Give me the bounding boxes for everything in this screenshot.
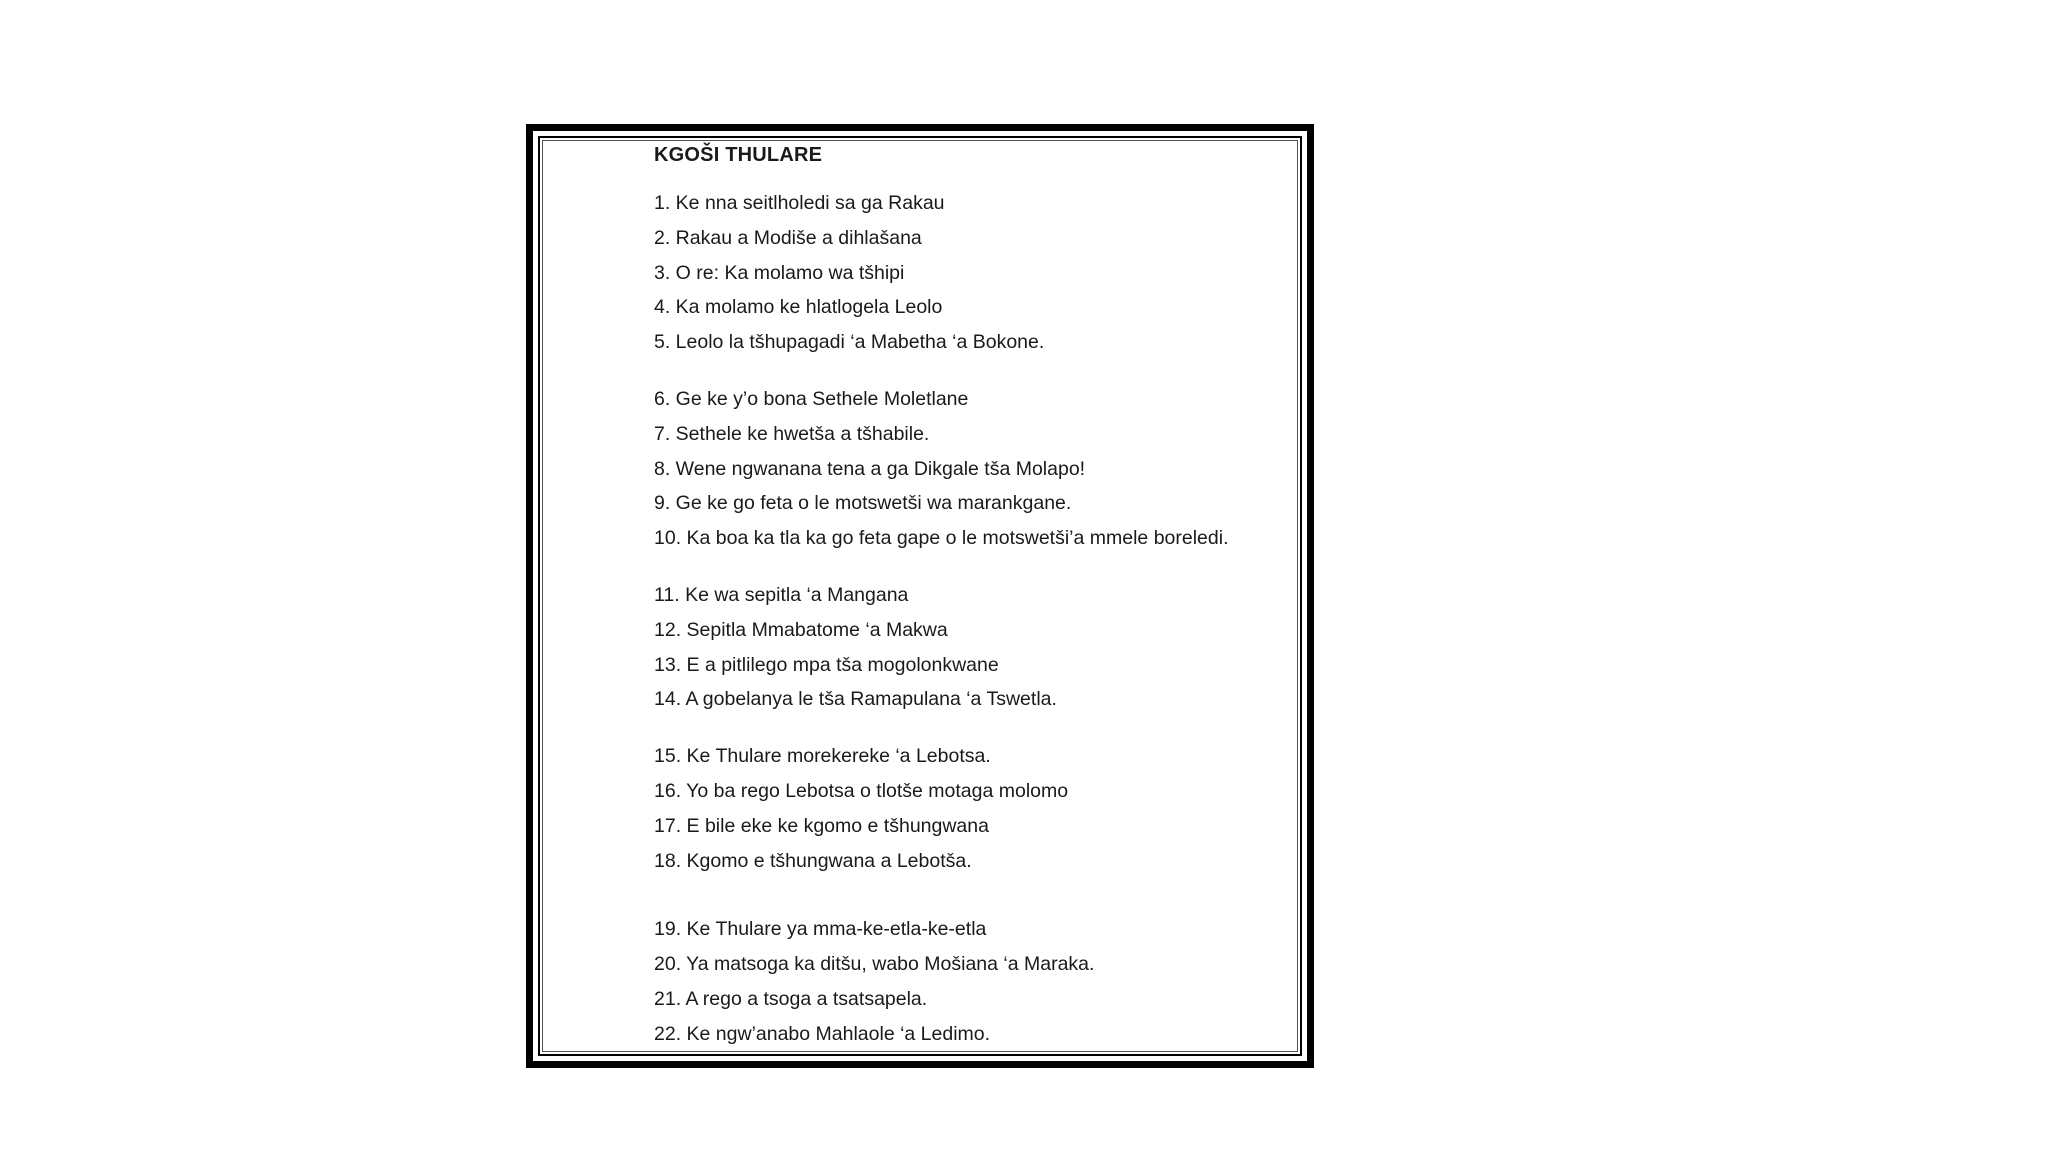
stanza-gap (654, 717, 1304, 739)
poem-line: 2. Rakau a Modiše a dihlašana (654, 226, 922, 249)
stanza-1 (654, 186, 1304, 360)
poem-title: KGOŠI THULARE (654, 144, 823, 166)
poem-line: 10. Ka boa ka tla ka go feta gape o le motswetši’a mmele boreledi. (654, 527, 1229, 550)
poem-line: 7. Sethele ke hwetša a tšhabile. (654, 422, 930, 445)
poem (654, 140, 1304, 1052)
poem-line: 14. A gobelanya le tša Ramapulana ‘a Tswetla. (654, 688, 1057, 711)
stanza-gap (654, 556, 1304, 578)
stanza-gap (654, 360, 1304, 382)
poem-line: 5. Leolo la tšhupagadi ‘a Mabetha ‘a Bokone. (654, 331, 1045, 354)
poem-line: 4. Ka molamo ke hlatlogela Leolo (654, 296, 943, 319)
poem-line: 15. Ke Thulare morekereke ‘a Lebotsa. (654, 745, 991, 768)
poem-line: 9. Ge ke go feta o le motswetši wa marankgane. (654, 492, 1072, 515)
stanza-4 (654, 739, 1304, 878)
stanza-gap (654, 878, 1304, 912)
poem-line: 22. Ke ngw’anabo Mahlaole ‘a Ledimo. (654, 1022, 991, 1045)
poem-line: 20. Ya matsoga ka ditšu, wabo Mošiana ‘a Maraka. (654, 953, 1095, 976)
poem-line: 17. E bile eke ke kgomo e tšhungwana (654, 814, 989, 837)
poem-line: 3. O re: Ka molamo wa tšhipi (654, 261, 905, 284)
poem-line: 11. Ke wa sepitla ‘a Mangana (654, 583, 909, 606)
poem-line: 21. A rego a tsoga a tsatsapela. (654, 987, 928, 1010)
poem-line: 16. Yo ba rego Lebotsa o tlotše motaga molomo (654, 779, 1069, 802)
poem-line: 8. Wene ngwanana tena a ga Dikgale tša Molapo! (654, 457, 1086, 480)
poem-line: 18. Kgomo e tšhungwana a Lebotša. (654, 849, 972, 872)
poem-line: 19. Ke Thulare ya mma-ke-etla-ke-etla (654, 918, 987, 941)
stanza-2 (654, 382, 1304, 556)
stanza-3 (654, 578, 1304, 717)
stanza-5 (654, 912, 1304, 1051)
poem-line: 6. Ge ke y’o bona Sethele Moletlane (654, 387, 969, 410)
poem-line: 12. Sepitla Mmabatome ‘a Makwa (654, 618, 948, 641)
poem-line: 1. Ke nna seitlholedi sa ga Rakau (654, 192, 945, 214)
poem-line: 13. E a pitlilego mpa tša mogolonkwane (654, 653, 999, 676)
